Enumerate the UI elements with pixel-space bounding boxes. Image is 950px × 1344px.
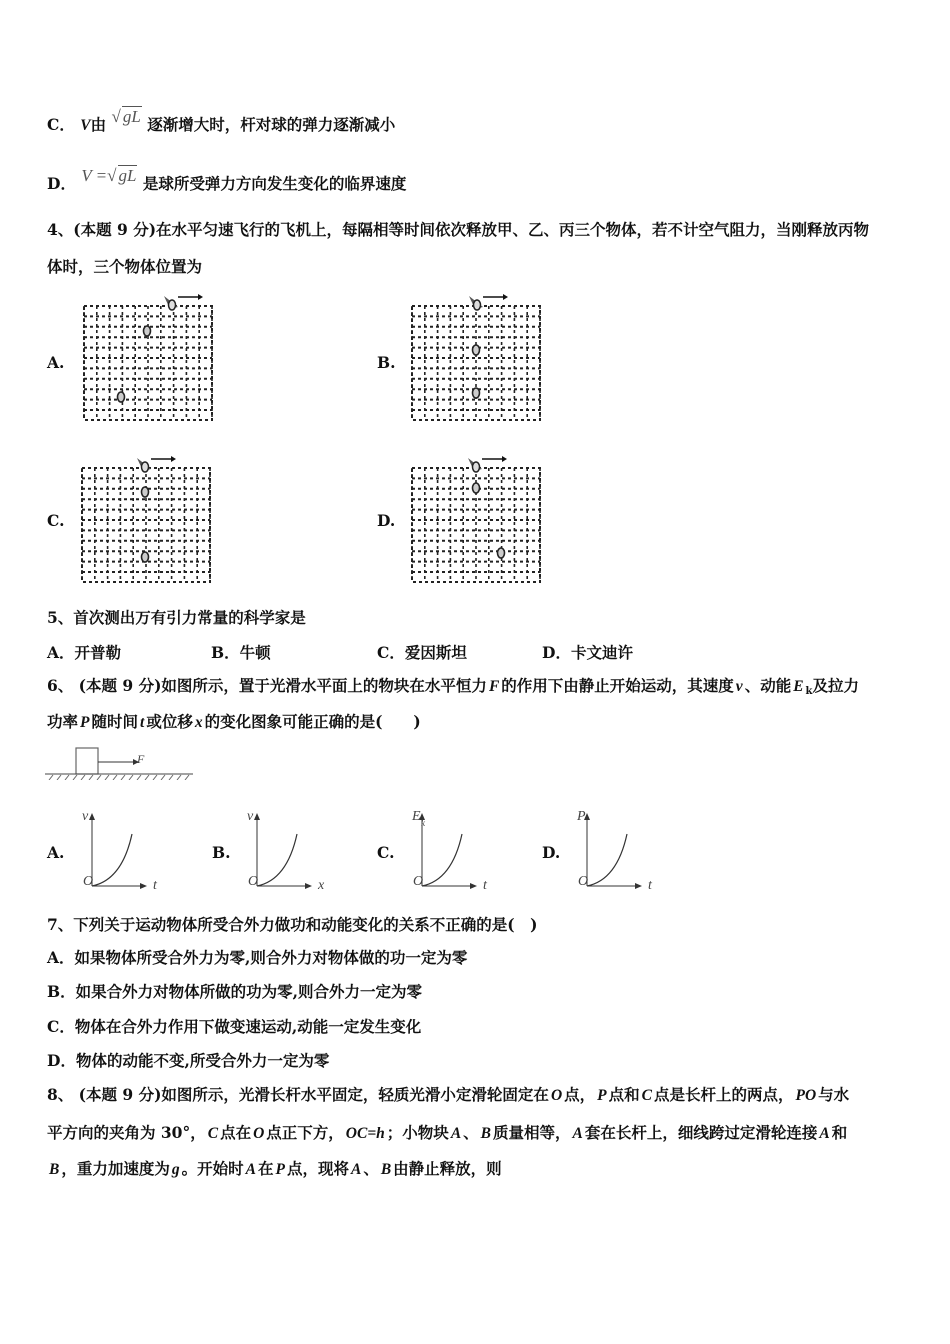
q4-line-1 bbox=[47, 220, 869, 240]
text-segment: 的作用下由静止开始运动，其速度 bbox=[501, 676, 734, 695]
variable: x bbox=[194, 714, 203, 731]
text-segment: 由静止释放，则 bbox=[393, 1159, 502, 1178]
variable: A bbox=[350, 1161, 362, 1178]
origin-label: O bbox=[248, 874, 259, 889]
text-segment: 的变化图象可能正确的是( ) bbox=[204, 712, 421, 731]
origin-label: O bbox=[578, 874, 589, 889]
q7-question: 7、下列关于运动物体所受合外力做功和动能变化的关系不正确的是( ) bbox=[47, 915, 538, 934]
q8-line-2 bbox=[47, 1123, 847, 1144]
option-text: 是球所受弹力方向发生变化的临界速度 bbox=[142, 174, 407, 193]
option-label: C． bbox=[47, 115, 75, 134]
variable: P bbox=[597, 1087, 607, 1104]
q7-option-a: A．如果物体所受合外力为零,则合外力对物体做的功一定为零 bbox=[47, 948, 468, 967]
q5-question: 5、首次测出万有引力常量的科学家是 bbox=[47, 608, 306, 627]
text: 由 bbox=[90, 115, 107, 134]
text-segment: 随时间 bbox=[91, 712, 138, 731]
q7-option-c: C．物体在合外力作用下做变速运动,动能一定发生变化 bbox=[47, 1017, 422, 1036]
force-label: F bbox=[137, 752, 145, 766]
q4-option-d: D. bbox=[377, 511, 396, 530]
q6-graph-option-label: D. bbox=[542, 843, 561, 862]
origin-label: O bbox=[413, 874, 424, 889]
y-axis-label: E bbox=[412, 809, 421, 824]
text-segment: 套在长杆上，细线跨过定滑轮连接 bbox=[584, 1123, 818, 1142]
q5-option-a: A．开普勒 bbox=[47, 643, 122, 662]
q5-option-b: B．牛顿 bbox=[211, 643, 271, 662]
q4-option-a: A. bbox=[47, 353, 65, 372]
q6-graph-a bbox=[82, 812, 172, 897]
falling-object bbox=[473, 483, 480, 493]
variable: A bbox=[245, 1161, 256, 1178]
variable: A bbox=[819, 1125, 830, 1142]
drop-grid-figure-a bbox=[82, 292, 217, 424]
math-v: V = bbox=[81, 166, 108, 185]
y-axis-label: v bbox=[247, 809, 254, 824]
variable: O bbox=[253, 1125, 265, 1142]
variable: B bbox=[380, 1161, 392, 1178]
text-segment: 。开始时 bbox=[181, 1159, 244, 1178]
text-segment: 或位移 bbox=[146, 712, 193, 731]
variable: F bbox=[488, 678, 500, 695]
text-segment: 、动能 bbox=[744, 676, 792, 695]
text-segment: 体时，三个物体位置为 bbox=[47, 257, 203, 276]
variable: OC=h bbox=[345, 1125, 385, 1142]
drop-grid-figure-c bbox=[80, 454, 215, 586]
q5-option-d: D．卡文迪许 bbox=[542, 643, 633, 662]
variable-v: V bbox=[80, 117, 91, 134]
q6-line-2 bbox=[47, 712, 421, 733]
math-gl: gL bbox=[122, 107, 141, 126]
falling-object bbox=[142, 487, 149, 497]
text-segment: 点正下方， bbox=[266, 1123, 344, 1142]
x-axis-label: x bbox=[318, 878, 325, 893]
y-axis-subscript: k bbox=[421, 818, 425, 828]
falling-object bbox=[498, 548, 505, 558]
drop-grid-figure-b bbox=[410, 292, 545, 424]
x-axis-label: t bbox=[648, 878, 652, 893]
airplane-icon bbox=[164, 294, 203, 310]
q6-line-1 bbox=[47, 676, 859, 702]
variable: v bbox=[735, 678, 743, 695]
x-axis-label: t bbox=[483, 878, 487, 893]
x-axis-label: t bbox=[153, 878, 157, 893]
variable: B bbox=[480, 1125, 492, 1142]
text-segment: 点， bbox=[564, 1085, 596, 1104]
q4-line-2 bbox=[47, 257, 202, 277]
q4-option-c: C. bbox=[47, 511, 65, 530]
y-axis-label: v bbox=[82, 809, 89, 824]
variable: t bbox=[140, 714, 145, 731]
variable: A bbox=[572, 1125, 583, 1142]
drop-grid-figure-d bbox=[410, 454, 545, 586]
variable: P bbox=[80, 714, 90, 731]
text-segment: 与水 bbox=[818, 1085, 850, 1104]
falling-object bbox=[473, 345, 480, 355]
origin-label: O bbox=[83, 874, 94, 889]
text-segment: 平方向的夹角为 30°， bbox=[47, 1123, 206, 1142]
text-segment: 点，现将 bbox=[286, 1159, 349, 1178]
text-segment: 和 bbox=[831, 1123, 848, 1142]
block-on-surface-figure bbox=[45, 745, 195, 780]
variable: E bbox=[793, 678, 804, 695]
text-segment: 6、 (本题 9 分)如图所示，置于光滑水平面上的物块在水平恒力 bbox=[47, 676, 487, 695]
q6-graph-option-label: C. bbox=[377, 843, 395, 862]
variable: O bbox=[550, 1087, 563, 1104]
text-segment: 4、(本题 9 分)在水平匀速飞行的飞机上，每隔相等时间依次释放甲、乙、丙三个物体，若不计空气阻力，当刚释放丙物 bbox=[47, 220, 870, 239]
text-segment: 8、 (本题 9 分)如图所示，光滑长杆水平固定，轻质光滑小定滑轮固定在 bbox=[47, 1085, 549, 1104]
option-label: D． bbox=[47, 174, 76, 193]
q8-line-3 bbox=[47, 1159, 502, 1180]
falling-object bbox=[142, 552, 149, 562]
variable: C bbox=[207, 1125, 219, 1142]
airplane-icon bbox=[137, 456, 176, 472]
q6-graph-option-label: B. bbox=[212, 843, 231, 862]
falling-object bbox=[473, 388, 480, 398]
text-segment: 及拉力 bbox=[812, 676, 859, 695]
variable: g bbox=[171, 1161, 180, 1178]
text-segment: 点在 bbox=[220, 1123, 252, 1142]
q5-option-c: C．爱因斯坦 bbox=[377, 643, 467, 662]
q6-graph-c bbox=[412, 812, 502, 897]
text-segment: 、 bbox=[463, 1123, 479, 1142]
y-axis-label: P bbox=[577, 809, 586, 824]
text-segment: ；小物块 bbox=[386, 1123, 449, 1142]
q8-line-1 bbox=[47, 1085, 849, 1106]
option-text: 逐渐增大时，杆对球的弹力逐渐减小 bbox=[147, 115, 396, 134]
variable: A bbox=[450, 1125, 462, 1142]
variable: PO bbox=[795, 1087, 817, 1104]
math-gl: gL bbox=[118, 166, 137, 185]
text-segment: 质量相等， bbox=[493, 1123, 571, 1142]
variable: B bbox=[49, 1161, 60, 1178]
q7-option-b: B．如果合外力对物体所做的功为零,则合外力一定为零 bbox=[47, 982, 422, 1001]
text-segment: 在 bbox=[257, 1159, 274, 1178]
text-segment: 点和 bbox=[608, 1085, 640, 1104]
falling-object bbox=[118, 392, 125, 402]
q3-option-c: C． V由 √ gL 逐渐增大时，杆对球的弹力逐渐减小 bbox=[47, 107, 396, 134]
subscript: k bbox=[805, 686, 813, 697]
variable: C bbox=[641, 1087, 652, 1104]
q6-graph-d bbox=[577, 812, 667, 897]
falling-object bbox=[144, 326, 151, 336]
text-segment: ，重力加速度为 bbox=[61, 1159, 170, 1178]
q7-option-d: D．物体的动能不变,所受合外力一定为零 bbox=[47, 1051, 330, 1070]
text-segment: 、 bbox=[363, 1159, 379, 1178]
q6-graph-option-label: A. bbox=[47, 843, 65, 862]
text-segment: 点是长杆上的两点， bbox=[653, 1085, 794, 1104]
q4-option-b: B. bbox=[377, 353, 396, 372]
q3-option-d: D． V =√ gL 是球所受弹力方向发生变化的临界速度 bbox=[47, 166, 407, 193]
variable: P bbox=[275, 1161, 285, 1178]
text-segment: 功率 bbox=[47, 712, 79, 731]
